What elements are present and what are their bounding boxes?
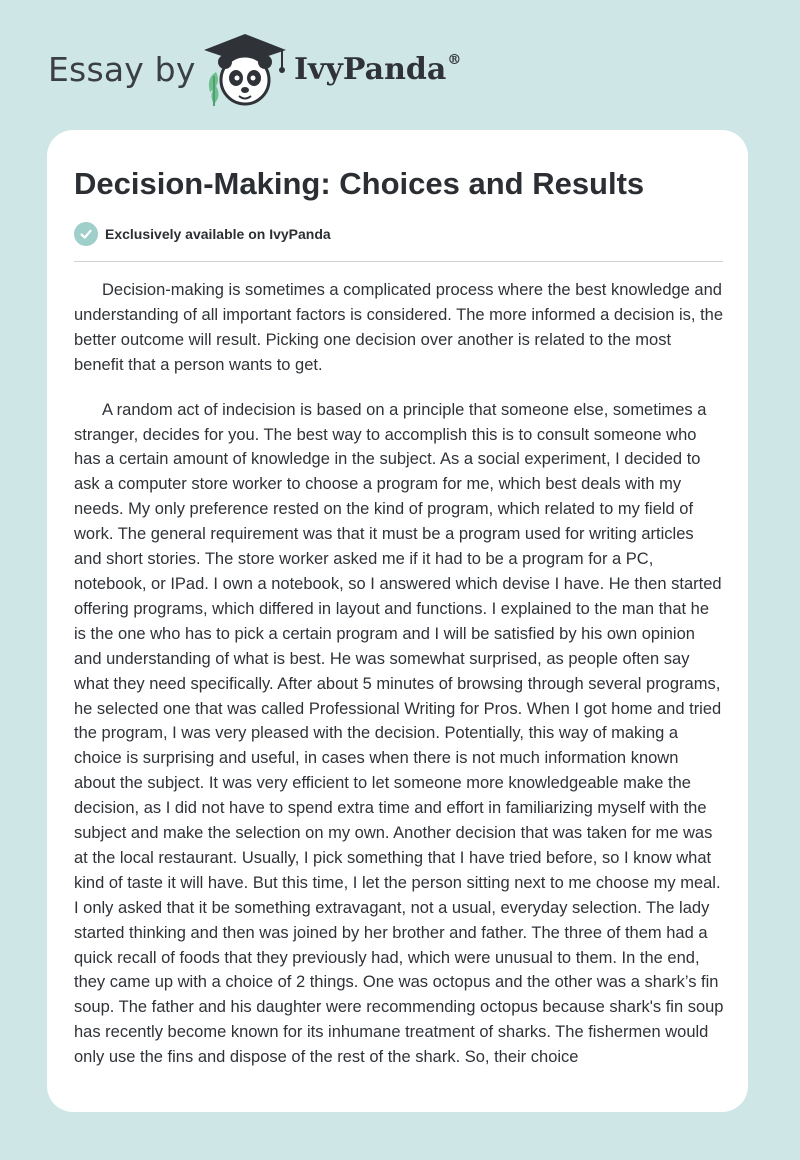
registered-mark: ®: [447, 52, 462, 68]
essay-card: [47, 130, 748, 1112]
essay-paragraph: A random act of indecision is based on a principle that someone else, sometimes a stranger, decides for you. The best way to accomplish this is to consult someone who has a certain amount of knowledge in the subject. As a social experiment, I decided to ask a computer store worker to choose a program for me, which best deals with my needs. My only preference rested on the kind of program, which related to my field of work. The general requirement was that it must be a program used for writing articles and short stories. The store worker asked me if it had to be a program for a PC, notebook, or IPad. I own a notebook, so I answered which devise I have. He then started offering programs, which differed in layout and functions. I explained to the man that he is the one who has to pick a certain program and I will be satisfied by his own opinion and understanding of what is best. He was somewhat surprised, as people often say what they need specifically. After about 5 minutes of browsing through several programs, he selected one that was called Professional Writing for Pros. When I got home and tried the program, I was very pleased with the decision. Potentially, this way of making a choice is surprising and useful, in cases when there is not much information known about the subject. It was very efficient to let someone more knowledgeable make the decision, as I did not have to spend extra time and effort in familiarizing myself with the subject and make the selection on my own. Another decision that was taken for me was at the local restaurant. Usually, I pick something that I have tried before, so I know what kind of taste it will have. But this time, I let the person sitting next to me choose my meal. I only asked that it be something extravagant, not a usual, everyday selection. The lady started thinking and then was joined by her brother and father. The three of them had a quick recall of foods that they previously had, which were unusual to them. In the end, they came up with a choice of 2 things. One was octopus and the other was a shark’s fin soup. The father and his daughter were recommending octopus because shark's fin soup has recently become known for its inhumane treatment of sharks. The fishermen would only use the fins and dispose of the rest of the shark. So, their choice: [74, 400, 724, 1067]
essay-body: [74, 278, 724, 1090]
check-circle-icon: [74, 222, 98, 246]
panda-graduate-logo-icon[interactable]: [200, 30, 290, 110]
essay-paragraph: Decision-making is sometimes a complicated process where the best knowledge and understanding of all important factors is considered. The more informed a decision is, the better outcome will result. Picking one decision over another is related to the most benefit that a person wants to get.: [74, 281, 724, 374]
brand-name-text: IvyPanda: [294, 52, 447, 87]
brand-name[interactable]: [294, 52, 461, 87]
essay-by-label: Essay by: [48, 50, 196, 89]
page-title: Decision-Making: Choices and Results: [74, 166, 645, 201]
title-divider: [74, 261, 723, 262]
site-header: [0, 0, 800, 130]
exclusive-badge: [74, 222, 331, 246]
exclusive-badge-text: Exclusively available on IvyPanda: [105, 226, 331, 242]
